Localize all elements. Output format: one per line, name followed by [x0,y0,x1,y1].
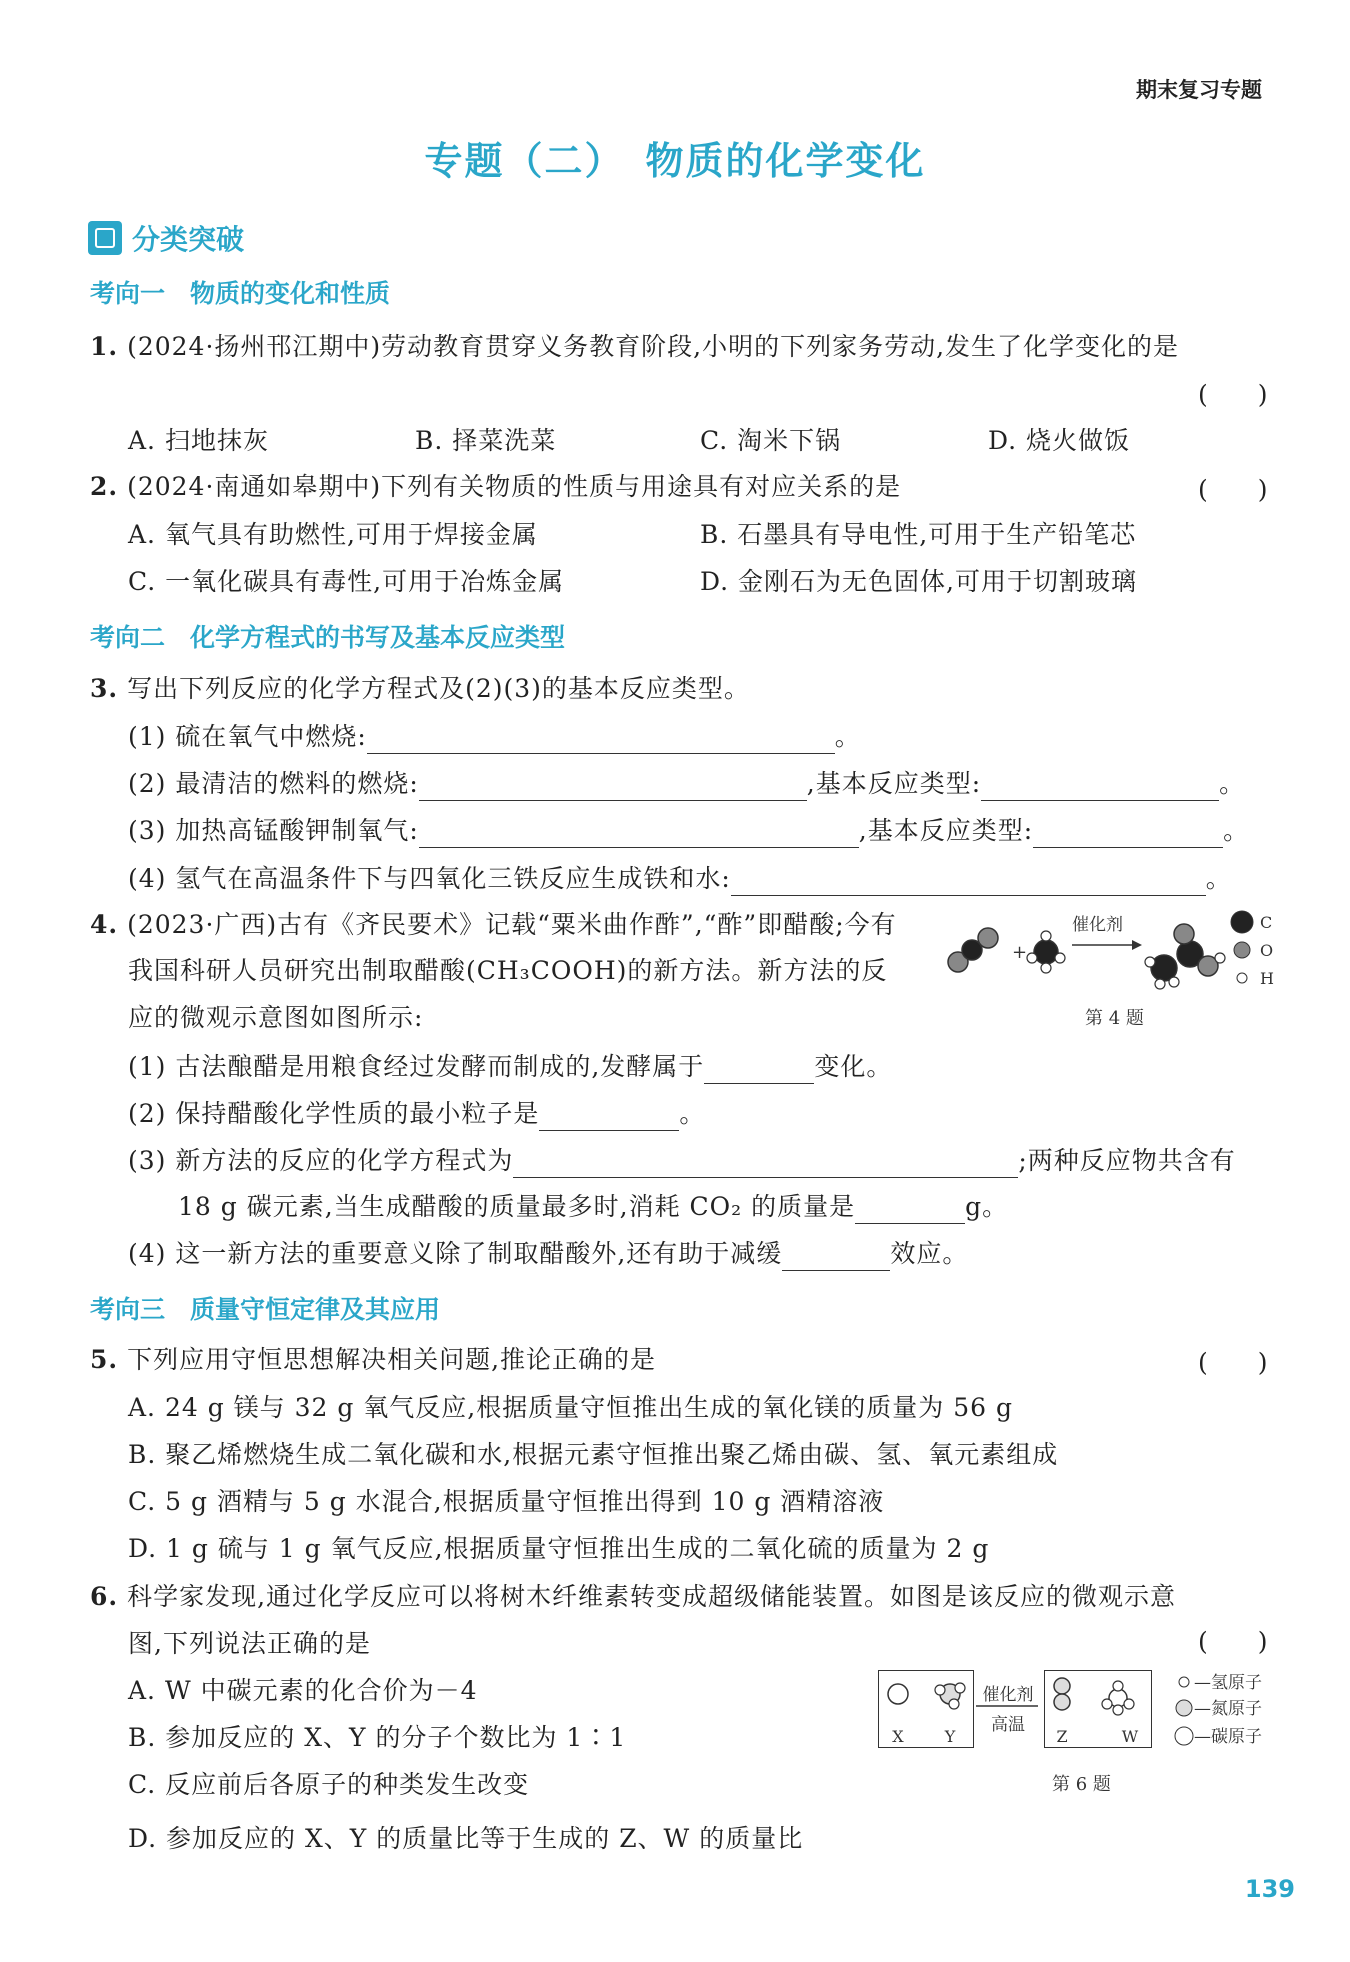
q1-option-a: A. 扫地抹灰 [128,426,269,455]
q4-sub-3-cont [178,1190,1008,1224]
q5-answer-paren[interactable]: ( ) [1198,1348,1268,1377]
q6-line-1 [90,1580,1176,1614]
q4-sub-1 [128,1050,892,1084]
q2-option-c: C. 一氧化碳具有毒性,可用于冶炼金属 [128,567,565,596]
q2-text: (2024·南通如皋期中)下列有关物质的性质与用途具有对应关系的是 [127,472,902,501]
book-icon [88,221,122,255]
q4-sub-1-end: 变化。 [814,1052,893,1081]
q3-item-1-label: (1) 硫在氧气中燃烧: [128,722,367,751]
q4-blank-3[interactable] [513,1153,1018,1178]
q6-option-c: C. 反应前后各原子的种类发生改变 [128,1770,530,1799]
q6-option-d: D. 参加反应的 X、Y 的质量比等于生成的 Z、W 的质量比 [128,1824,804,1853]
q1-answer-paren[interactable]: ( ) [1198,380,1268,409]
legend-nitrogen-icon [1176,1700,1192,1716]
q4-sub-3-text-3: 18 g 碳元素,当生成醋酸的质量最多时,消耗 CO₂ 的质量是 [178,1192,856,1221]
q4-sub-3-unit: g。 [965,1192,1009,1221]
q4-line-1 [90,908,897,942]
oxygen-atom [1174,924,1194,944]
q6-caption: 第 6 题 [1052,1774,1111,1795]
legend-carbon-icon [1175,1727,1193,1745]
period: 。 [1205,864,1232,893]
label-y: Y [944,1727,956,1746]
q5-option-a: A. 24 g 镁与 32 g 氧气反应,根据质量守恒推出生成的氧化镁的质量为 56 g [128,1393,1013,1422]
q2-option-b: B. 石墨具有导电性,可用于生产铅笔芯 [700,520,1137,549]
condition-label: 高温 [991,1715,1025,1735]
hydrogen-atom [1027,953,1037,963]
arrow-head [1132,940,1142,950]
q3-type-label: ,基本反应类型: [858,816,1034,845]
catalyst-label: 催化剂 [1072,915,1123,935]
page-number: 139 [1244,1875,1295,1903]
hydrogen-atom [1041,963,1051,973]
q4-text-1: (2023·广西)古有《齐民要术》记载“粟米曲作酢”,“酢”即醋酸;今有 [127,910,897,939]
q3-blank-4[interactable] [731,871,1206,896]
label-w: W [1121,1727,1139,1746]
legend-carbon-label: C [1260,913,1273,932]
q3-item-2-label: (2) 最清洁的燃料的燃烧: [128,769,419,798]
q3-item-4 [128,862,1232,896]
hydrogen-atom [1145,957,1155,967]
q3-number: 3. [90,674,119,703]
section-heading [88,218,244,258]
q2-answer-paren[interactable]: ( ) [1198,475,1268,504]
legend-hydrogen-label: —氢原子 [1194,1673,1262,1693]
q3-blank-2[interactable] [419,776,807,801]
q2-number: 2. [90,472,119,501]
q4-blank-2[interactable] [539,1106,679,1131]
q6-option-b: B. 参加反应的 X、Y 的分子个数比为 1∶1 [128,1723,627,1752]
plus-sign: + [1012,942,1028,963]
hydrogen-atom [1155,979,1165,989]
period: 。 [1219,769,1246,798]
hydrogen-atom [1124,1699,1134,1709]
q3-stem [90,672,750,706]
q4-sub-2-text: (2) 保持醋酸化学性质的最小粒子是 [128,1099,540,1128]
q5-option-c: C. 5 g 酒精与 5 g 水混合,根据质量守恒推出得到 10 g 酒精溶液 [128,1487,885,1516]
q4-line-3: 应的微观示意图如图所示: [128,1003,424,1032]
q4-sub-3-text: (3) 新方法的反应的化学方程式为 [128,1146,514,1175]
q4-sub-3-text-2: ;两种反应物共含有 [1018,1146,1236,1175]
hydrogen-atom [1102,1699,1112,1709]
q1-text: (2024·扬州邗江期中)劳动教育贯穿义务教育阶段,小明的下列家务劳动,发生了化学变化的是 [127,332,1180,361]
q4-number: 4. [90,910,119,939]
q2-stem [90,470,901,504]
hydrogen-atom [935,1685,945,1695]
q4-blank-4[interactable] [855,1199,965,1224]
q4-sub-3 [128,1144,1236,1178]
nitrogen-atom [1054,1678,1070,1694]
topic-2: 考向二 化学方程式的书写及基本反应类型 [90,623,566,652]
q5-text: 下列应用守恒思想解决相关问题,推论正确的是 [127,1345,657,1374]
section-title: 分类突破 [132,223,245,256]
q5-number: 5. [90,1345,119,1374]
q6-option-a: A. W 中碳元素的化合价为－4 [128,1676,478,1705]
header-tag: 期末复习专题 [1136,78,1262,102]
catalyst-label: 催化剂 [982,1685,1034,1705]
q3-text: 写出下列反应的化学方程式及(2)(3)的基本反应类型。 [127,674,750,703]
label-z: Z [1056,1727,1068,1746]
legend-hydrogen-label: H [1260,969,1274,988]
label-x: X [892,1727,904,1746]
q3-type-blank-2[interactable] [981,776,1219,801]
legend-oxygen-icon [1234,942,1250,958]
period: 。 [834,722,861,751]
q6-answer-paren[interactable]: ( ) [1198,1627,1268,1656]
q1-number: 1. [90,332,119,361]
q2-option-d: D. 金刚石为无色固体,可用于切割玻璃 [700,567,1137,596]
q3-blank-1[interactable] [367,729,835,754]
q4-blank-1[interactable] [704,1059,814,1084]
q3-type-label: ,基本反应类型: [806,769,982,798]
q4-sub-4-end: 效应。 [890,1239,969,1268]
q1-option-d: D. 烧火做饭 [988,426,1131,455]
q3-blank-3[interactable] [419,823,859,848]
legend-nitrogen-label: —氮原子 [1194,1699,1262,1719]
q1-stem [90,330,1179,364]
q4-sub-1-text: (1) 古法酿醋是用粮食经过发酵而制成的,发酵属于 [128,1052,705,1081]
q3-item-4-label: (4) 氢气在高温条件下与四氧化三铁反应生成铁和水: [128,864,731,893]
legend-hydrogen-icon [1237,973,1247,983]
q3-item-2 [128,767,1245,801]
legend-oxygen-label: O [1260,941,1274,960]
q2-option-a: A. 氧气具有助燃性,可用于焊接金属 [128,520,538,549]
q4-sub-2-end: 。 [679,1099,706,1128]
q4-sub-4 [128,1237,968,1271]
q1-option-b: B. 择菜洗菜 [415,426,557,455]
hydrogen-atom [955,1683,965,1693]
page-title: 专题（二） 物质的化学变化 [424,138,926,183]
q4-sub-4-text: (4) 这一新方法的重要意义除了制取醋酸外,还有助于减缓 [128,1239,783,1268]
legend-carbon-label: —碳原子 [1194,1727,1262,1747]
hydrogen-atom [1041,931,1051,941]
nitrogen-atom [1054,1694,1070,1710]
q3-item-3-label: (3) 加热高锰酸钾制氧气: [128,816,419,845]
hydrogen-atom [1113,1705,1123,1715]
q6-text-1: 科学家发现,通过化学反应可以将树木纤维素转变成超级储能装置。如图是该反应的微观示意 [127,1582,1177,1611]
hydrogen-atom [1113,1681,1123,1691]
q4-sub-2 [128,1097,705,1131]
q3-item-3 [128,814,1249,848]
q1-option-c: C. 淘米下锅 [700,426,842,455]
hydrogen-atom [1169,977,1179,987]
legend-hydrogen-icon [1179,1677,1189,1687]
q6-reaction-diagram [878,1664,1298,1754]
q4-blank-5[interactable] [782,1246,890,1271]
hydrogen-atom [949,1699,959,1709]
oxygen-atom [978,928,998,948]
q6-number: 6. [90,1582,119,1611]
q6-line-2: 图,下列说法正确的是 [128,1629,371,1658]
topic-3: 考向三 质量守恒定律及其应用 [90,1295,441,1324]
carbon-atom [1034,940,1058,964]
q4-caption: 第 4 题 [1085,1008,1144,1029]
q4-line-2: 我国科研人员研究出制取醋酸(CH₃COOH)的新方法。新方法的反 [128,956,888,985]
q5-option-d: D. 1 g 硫与 1 g 氧气反应,根据质量守恒推出生成的二氧化硫的质量为 2 g [128,1534,990,1563]
q3-item-1 [128,720,861,754]
q5-option-b: B. 聚乙烯燃烧生成二氧化碳和水,根据元素守恒推出聚乙烯由碳、氢、氧元素组成 [128,1440,1059,1469]
topic-1: 考向一 物质的变化和性质 [90,279,391,308]
hydrogen-atom [1215,953,1225,963]
q5-stem [90,1343,656,1377]
carbon-atom [888,1684,908,1704]
hydrogen-atom [1055,953,1065,963]
period: 。 [1223,816,1250,845]
q3-type-blank-3[interactable] [1033,823,1223,848]
legend-carbon-icon [1231,911,1253,933]
q4-reaction-diagram [940,900,1280,1000]
